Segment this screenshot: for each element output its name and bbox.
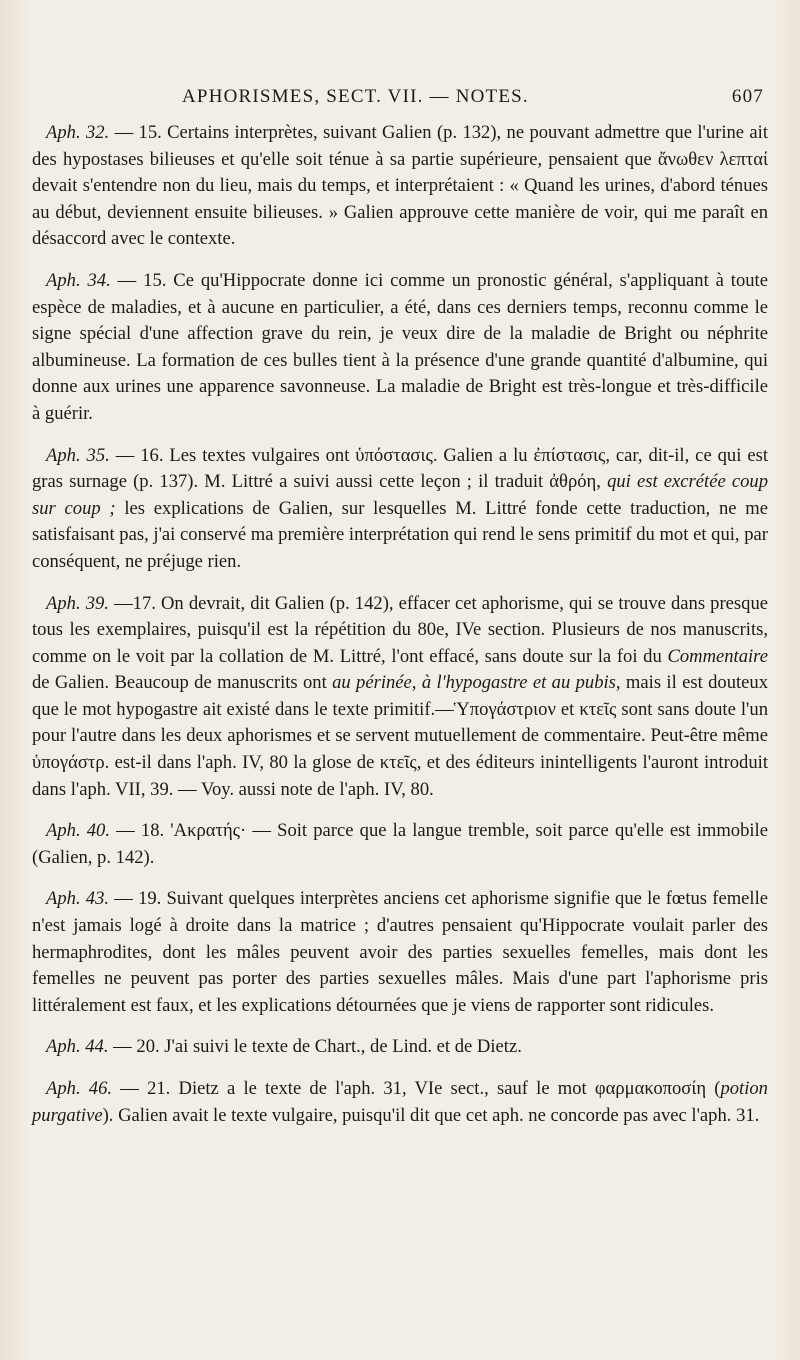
- note-aph-46: [32, 1076, 768, 1129]
- note-italic: Commentaire: [667, 645, 768, 667]
- note-italic: potion purgative: [32, 1078, 768, 1126]
- note-ref: Aph. 46.: [46, 1078, 113, 1099]
- running-title: APHORISMES, SECT. VII. — NOTES.: [182, 86, 529, 107]
- running-head: [32, 86, 768, 116]
- note-ref: Aph. 34.: [46, 269, 111, 291]
- page-number: 607: [731, 86, 764, 107]
- note-aph-40: [32, 818, 768, 871]
- note-ref: Aph. 39.: [46, 592, 109, 614]
- note-text: — 18. 'Ακρατής· — Soit parce que la langue tremble, soit parce qu'elle est immobile (Galien, p. 142).: [32, 820, 768, 868]
- note-aph-44: [32, 1034, 768, 1061]
- note-text: — 21. Dietz a le texte de l'aph. 31, VIe sect., sauf le mot φαρμακοποσίη (: [120, 1078, 721, 1099]
- note-ref: Aph. 32.: [46, 122, 110, 143]
- note-italic: qui est excrétée coup sur coup ;: [32, 471, 769, 519]
- note-text: — 20. J'ai suivi le texte de Chart., de Lind. et de Dietz.: [113, 1036, 522, 1058]
- note-text: mais il est douteux que le mot hypogastre ait existé dans le texte primitif.—Ὑπογάστριον et κτεῖς sont sans doute l'un pour l'autre dans les deux aphorismes et se servent mutuellement de commentaire. Peut-être même ὑπογάστρ. est-il dans l'aph. IV, 80 la glose de κτεῖς, et des éditeurs inintelligents l'auront introduit dans l'aph. VII, 39. — Voy. aussi note de l'aph. IV, 80.: [32, 672, 769, 800]
- notes-body: [32, 120, 768, 1144]
- note-ref: Aph. 43.: [46, 888, 110, 910]
- note-aph-35: [32, 443, 768, 576]
- note-aph-39: [32, 591, 768, 804]
- note-aph-43: [32, 886, 768, 1019]
- note-text: — 15. Ce qu'Hippocrate donne ici comme un pronostic général, s'appliquant à toute espèce de maladies, et à aucune en particulier, a été, dans ces derniers temps, reconnu comme le signe spécial d'une affection grave du rein, je veux dire de la maladie de Bright ou néphrite albumineuse. La formation de ces bulles tient à la présence d'une grande quantité d'albumine, qui donne aux urines une apparence savonneuse. La maladie de Bright est très-longue et très-difficile à guérir.: [32, 269, 768, 424]
- note-text: —17. On devrait, dit Galien (p. 142), effacer cet aphorisme, qui se trouve dans presque tous les exemplaires, puisqu'il est la répétition du 80e, IVe section. Plusieurs de nos manuscrits, comme on le voit par la collation de M. Littré, l'ont effacé, sans doute sur la foi du: [32, 592, 769, 667]
- note-text: — 15. Certains interprètes, suivant Galien (p. 132), ne pouvant admettre que l'urine ait des hypostases bilieuses et qu'elle soit ténue à sa partie supérieure, pensaient que ἄνωθεν λεπταί devait s'entendre non du lieu, mais du temps, et interprétaient : « Quand les urines, d'abord ténues au début, deviennent ensuite bilieuses. » Galien approuve cette manière de voir, qui me paraît en désaccord avec le contexte.: [32, 122, 769, 250]
- note-aph-34: [32, 268, 768, 428]
- note-ref: Aph. 40.: [46, 820, 110, 842]
- note-text: de Galien. Beaucoup de manuscrits ont: [32, 672, 333, 694]
- note-italic: au périnée, à l'hypogastre et au pubis,: [332, 672, 621, 694]
- note-aph-32: [32, 120, 768, 253]
- note-ref: Aph. 44.: [46, 1036, 109, 1058]
- note-text: ). Galien avait le texte vulgaire, puisqu'il dit que cet aph. ne concorde pas avec l'aph. 31.: [102, 1104, 760, 1126]
- note-ref: Aph. 35.: [46, 444, 110, 466]
- note-text: les explications de Galien, sur lesquelles M. Littré fonde cette traduction, ne me satisfaisant pas, j'ai conservé ma première interprétation qui rend le sens primitif du mot et qui, par conséquent, ne préjuge rien.: [32, 497, 768, 572]
- note-text: — 16. Les textes vulgaires ont ὑπόστασις. Galien a lu ἐπίστασις, car, dit-il, ce qui est gras surnage (p. 137). M. Littré a suivi aussi cette leçon ; il traduit ἀθρόη,: [32, 444, 768, 493]
- note-text: — 19. Suivant quelques interprètes anciens cet aphorisme signifie que le fœtus femelle n'est jamais logé à droite dans la matrice ; d'autres pensaient qu'Hippocrate voulait parler des hermaphrodites, dont les mâles peuvent avoir des parties sexuelles femelles, mais dont les femelles ne peuvent pas porter des parties sexuelles mâles. Mais d'une part l'aphorisme pris littéralement est faux, et les explications détournées que je viens de rapporter sont ridicules.: [32, 888, 768, 1016]
